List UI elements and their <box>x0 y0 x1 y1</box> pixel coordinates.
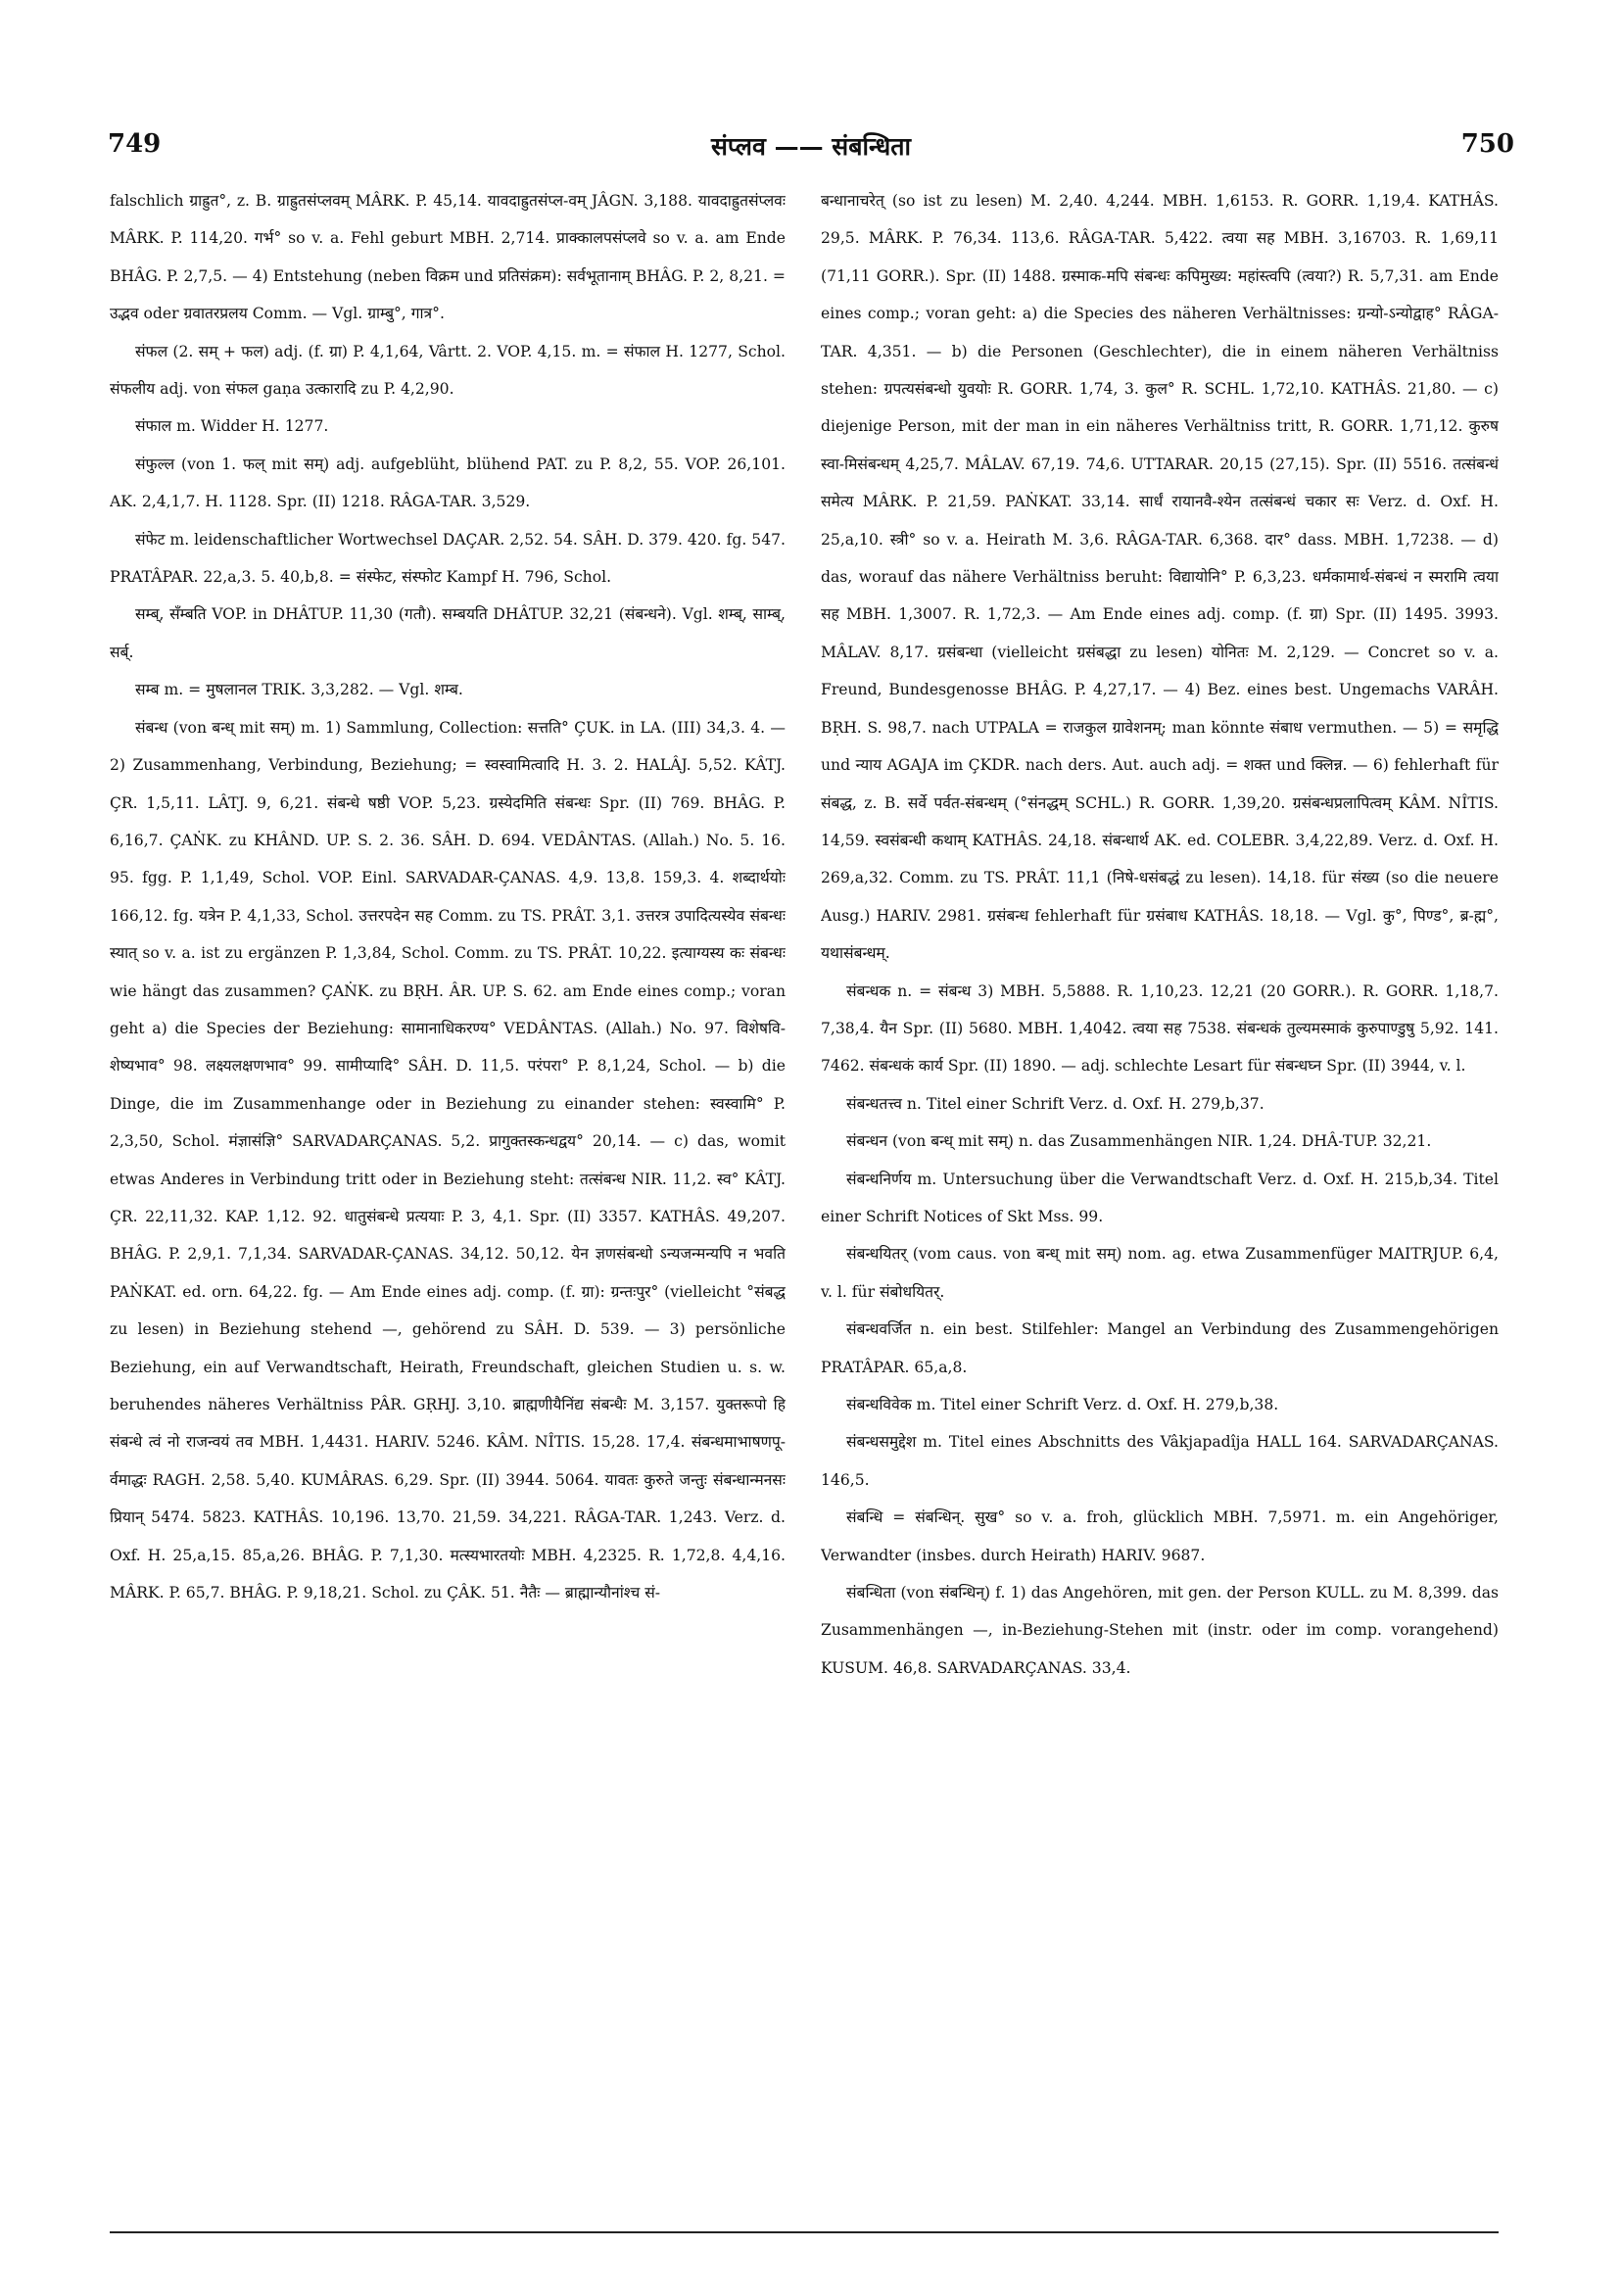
entry-samphala: संफल (2. सम् + फल) adj. (f. ग्रा) P. 4,1,64, Vârtt. 2. VOP. 4,15. m. = संफाल H. 1277, Schol. संफलीय adj. von संफल gaṇa उत्कारादि zu P. 4,2,90. <box>110 342 786 399</box>
entry-sambandhasamuddesha: संबन्धसमुद्देश m. Titel eines Abschnitts des Vâkjapadîja HALL 164. SARVADARÇANAS. 146,5. <box>821 1433 1499 1489</box>
footer-rule <box>110 2231 1499 2233</box>
entry-sambandhana: संबन्धन (von बन्ध् mit सम्) n. das Zusammenhängen NIR. 1,24. DHÂ-TUP. 32,21. <box>846 1132 1432 1151</box>
entry-sambandhi: संबन्धि = संबन्धिन्. सुख° so v. a. froh, glücklich MBH. 7,5971. m. ein Angehöriger, Verwandter (insbes. durch Heirath) HARIV. 9687. <box>821 1508 1499 1564</box>
entry-continuation: falschlich ग्राह्रुत°, z. B. ग्राह्रुतसंप्लवम् MÂRK. P. 45,14. यावदाह्रुतसंप्ल-वम् JÂGN. 3,188. यावदाह्रुतसंप्लवः MÂRK. P. 114,20. गर्भ° so v. a. Fehl geburt MBH. 2,714. प्राक्कालपसंप्लवे so v. a. am Ende BHÂG. P. 2,7,5. — 4) Entstehung (neben विक्रम und प्रतिसंक्रम): सर्वभूतानाम् BHÂG. P. 2, 8,21. = उद्भव oder ग्रवातरप्रलय Comm. — Vgl. ग्राम्बु°, गात्र°. <box>110 192 786 323</box>
entry-sambandhita: संबन्धिता (von संबन्धिन्) f. 1) das Angehören, mit gen. der Person KULL. zu M. 8,399. das Zusammenhängen —, in-Beziehung-Stehen mit (instr. oder im comp. vorangehend) KUSUM. 46,8. SARVADARÇANAS. 33,4. <box>821 1584 1499 1677</box>
entry-sambandhayitar: संबन्धयितर् (vom caus. von बन्ध् mit सम्) nom. ag. etwa Zusammenfüger MAITRJUP. 6,4, v. l. für संबोधयितर्. <box>821 1245 1499 1301</box>
entry-sambandhaviveka: संबन्धविवेक m. Titel einer Schrift Verz. d. Oxf. H. 279,b,38. <box>846 1396 1279 1413</box>
entry-samb: सम्ब्, सँम्बति VOP. in DHÂTUP. 11,30 (गतौ). सम्बयति DHÂTUP. 32,21 (संबन्धने). Vgl. शम्ब्, साम्ब्, सर्ब्. <box>110 605 786 661</box>
entry-samphala-widder: संफाल m. Widder H. 1277. <box>135 417 329 436</box>
entry-sambandha-continued: बन्धानाचरेत् (so ist zu lesen) M. 2,40. 4,244. MBH. 1,6153. R. GORR. 1,19,4. KATHÂS. 29,5. MÂRK. P. 76,34. 113,6. RÂGA-TAR. 5,422. त्वया सह MBH. 3,16703. R. 1,69,11 (71,11 GORR.). Spr. (II) 1488. ग्रस्माक-मपि संबन्धः कपिमुख्य: महांस्त्वपि (त्वया?) R. 5,7,31. am Ende eines comp.; voran geht: a) die Species des näheren Verhältnisses: ग्रन्यो-ऽन्योद्वाह° RÂGA-TAR. 4,351. — b) die Personen (Geschlechter), die in einem näheren Verhältniss stehen: ग्रपत्यसंबन्धो युवयोः R. GORR. 1,74, 3. कुल° R. SCHL. 1,72,10. KATHÂS. 21,80. — c) diejenige Person, mit der man in ein näheres Verhältniss tritt, R. GORR. 1,71,12. कुरुष स्वा-मिसंबन्धम् 4,25,7. MÂLAV. 67,19. 74,6. UTTARAR. 20,15 (27,15). Spr. (II) 5516. तत्संबन्धं समेत्य MÂRK. P. 21,59. PAṄKAT. 33,14. सार्धं रायानवै-श्येन तत्संबन्धं चकार सः Verz. d. Oxf. H. 25,a,10. स्त्री° so v. a. Heirath M. 3,6. RÂGA-TAR. 6,368. दार° dass. MBH. 1,7238. — d) das, worauf das nähere Verhältniss beruht: विद्यायोनि° P. 6,3,23. धर्मकामार्थ-संबन्धं न स्मरामि त्वया सह MBH. 1,3007. R. 1,72,3. — Am Ende eines adj. comp. (f. ग्रा) Spr. (II) 1495. 3993. MÂLAV. 8,17. ग्रसंबन्धा (vielleicht ग्रसंबद्धा zu lesen) योनितः M. 2,129. — Concret so v. a. Freund, Bundesgenosse BHÂG. P. 4,27,17. — 4) Bez. eines best. Ungemachs VARÂH. BṚH. S. 98,7. nach UTPALA = राजकुल ग्रावेशनम्; man könnte संबाध vermuthen. — 5) = समृद्धि und न्याय AGAJA im ÇKDR. nach ders. Aut. auch adj. = शक्त und क्लिन्न. — 6) fehlerhaft für संबद्ध, z. B. सर्वे पर्वत-संबन्धम् (°संनद्धम् SCHL.) R. GORR. 1,39,20. ग्रसंबन्धप्रलापित्वम् KÂM. NÎTIS. 14,59. स्वसंबन्धी कथाम् KATHÂS. 24,18. संबन्धार्थ AK. ed. COLEBR. 3,4,22,89. Verz. d. Oxf. H. 269,a,32. Comm. zu TS. PRÂT. 11,1 (निषे-धसंबद्धं zu lesen). 14,18. für संख्य (so die neuere Ausg.) HARIV. 2981. ग्रसंबन्ध fehlerhaft für ग्रसंबाध KATHÂS. 18,18. — Vgl. कु°, पिण्ड°, ब्र-ह्म°, यथासंबन्धम्. <box>821 192 1499 963</box>
entry-sambandhaka: संबन्धक n. = संबन्ध 3) MBH. 5,5888. R. 1,10,23. 12,21 (20 GORR.). R. GORR. 1,18,7. 7,38,4. यैन Spr. (II) 5680. MBH. 1,4042. त्वया सह 7538. संबन्धकं तुल्यमस्माकं कुरुपाण्डुषु 5,92. 141. 7462. संबन्धकं कार्य Spr. (II) 1890. — adj. schlechte Lesart für संबन्धघ्न Spr. (II) 3944, v. l. <box>821 981 1499 1076</box>
entry-samba: सम्ब m. = मुषलानल TRIK. 3,3,282. — Vgl. शम्ब. <box>135 681 463 699</box>
entry-sambandha: संबन्ध (von बन्ध् mit सम्) m. 1) Sammlung, Collection: सत्तति° ÇUK. in LA. (III) 34,3. 4. — 2) Zusammenhang, Verbindung, Beziehung; = स्वस्वामित्वादि H. 3. 2. HALÂJ. 5,52. KÂTJ. ÇR. 1,5,11. LÂTJ. 9, 6,21. संबन्धे षष्ठी VOP. 5,23. ग्रस्येदमिति संबन्धः Spr. (II) 769. BHÂG. P. 6,16,7. ÇAṄK. zu KHÂND. UP. S. 2. 36. SÂH. D. 694. VEDÂNTAS. (Allah.) No. 5. 16. 95. fgg. P. 1,1,49, Schol. VOP. Einl. SARVADAR-ÇANAS. 4,9. 13,8. 159,3. 4. शब्दार्थयोः 166,12. fg. यत्रेन P. 4,1,33, Schol. उत्तरपदेन सह Comm. zu TS. PRÂT. 3,1. उत्तरत्र उपादित्यस्येव संबन्धः स्यात् so v. a. ist zu ergänzen P. 1,3,84, Schol. Comm. zu TS. PRÂT. 10,22. इत्याग्यस्य कः संबन्धः wie hängt das zusammen? ÇAṄK. zu BṚH. ÂR. UP. S. 62. am Ende eines comp.; voran geht a) die Species der Beziehung: सामानाधिकरण्य° VEDÂNTAS. (Allah.) No. 97. विशेषवि-शेष्यभाव° 98. लक्ष्यलक्षणभाव° 99. सामीप्यादि° SÂH. D. 11,5. परंपरा° P. 8,1,24, Schol. — b) die Dinge, die im Zusammenhange oder in Beziehung zu einander stehen: स्वस्वामि° P. 2,3,50, Schol. मंज्ञासंज्ञि° SARVADARÇANAS. 5,2. प्रागुक्तस्कन्धद्वय° 20,14. — c) das, womit etwas Anderes in Verbindung tritt oder in Beziehung steht: तत्संबन्ध NIR. 11,2. स्व° KÂTJ. ÇR. 22,11,32. KAP. 1,12. 92. धातुसंबन्धे प्रत्ययाः P. 3, 4,1. Spr. (II) 3357. KATHÂS. 49,207. BHÂG. P. 2,9,1. 7,1,34. SARVADAR-ÇANAS. 34,12. 50,12. येन ज्ञणसंबन्धो ऽन्यजन्मन्यपि न भवति PAṄKAT. ed. orn. 64,22. fg. — Am Ende eines adj. comp. (f. ग्रा): ग्रन्तःपुर° (vielleicht °संबद्ध zu lesen) in Beziehung stehend —, gehörend zu SÂH. D. 539. — 3) persönliche Beziehung, ein auf Verwandtschaft, Heirath, Freundschaft, gleichen Studien u. s. w. beruhendes näheres Verhältniss PÂR. GṚHJ. 3,10. ब्राह्मणीयैनिंद्य संबन्धैः M. 3,157. युक्तरूपो हि संबन्धे त्वं नो राजन्वयं तव MBH. 1,4431. HARIV. 5246. KÂM. NÎTIS. 15,28. 17,4. संबन्धमाभाषणपू-र्वमाद्धः RAGH. 2,58. 5,40. KUMÂRAS. 6,29. Spr. (II) 3944. 5064. यावतः कुरुते जन्तुः संबन्धान्मनसः प्रियान् 5474. 5823. KATHÂS. 10,196. 13,70. 21,59. 34,221. RÂGA-TAR. 1,243. Verz. d. Oxf. H. 25,a,15. 85,a,26. BHÂG. P. 7,1,30. मत्स्यभारतयोः MBH. 4,2325. R. 1,72,8. 4,4,16. MÂRK. P. 65,7. BHÂG. P. 9,18,21. Schol. zu ÇÂK. 51. नैतैः — ब्राह्मान्यौनांश्च सं- <box>110 718 786 1602</box>
right-page-number: 750 <box>1460 129 1514 159</box>
right-column <box>821 182 1499 2073</box>
running-head: संप्लव —— संबन्धिता <box>711 132 911 161</box>
page-header <box>108 129 1514 168</box>
left-column <box>110 182 786 2073</box>
entry-sambandhavarjita: संबन्धवर्जित n. ein best. Stilfehler: Mangel an Verbindung des Zusammengehörigen PRATÂPAR. 65,a,8. <box>821 1320 1499 1376</box>
entry-samphulla: संफुल्ल (von 1. फल् mit सम्) adj. aufgeblüht, blühend PAT. zu P. 8,2, 55. VOP. 26,101. AK. 2,4,1,7. H. 1128. Spr. (II) 1218. RÂGA-TAR. 3,529. <box>110 454 786 511</box>
entry-sampheta: संफेट m. leidenschaftlicher Wortwechsel DAÇAR. 2,52. 54. SÂH. D. 379. 420. fg. 547. PRATÂPAR. 22,a,3. 5. 40,b,8. = संस्फेट, संस्फोट Kampf H. 796, Schol. <box>110 530 786 587</box>
entry-sambandhatattva: संबन्धतत्त्व n. Titel einer Schrift Verz. d. Oxf. H. 279,b,37. <box>846 1094 1264 1113</box>
left-page-number: 749 <box>108 129 162 159</box>
entry-sambandhanirnaya: संबन्धनिर्णय m. Untersuchung über die Verwandtschaft Verz. d. Oxf. H. 215,b,34. Titel einer Schrift Notices of Skt Mss. 99. <box>821 1170 1499 1225</box>
